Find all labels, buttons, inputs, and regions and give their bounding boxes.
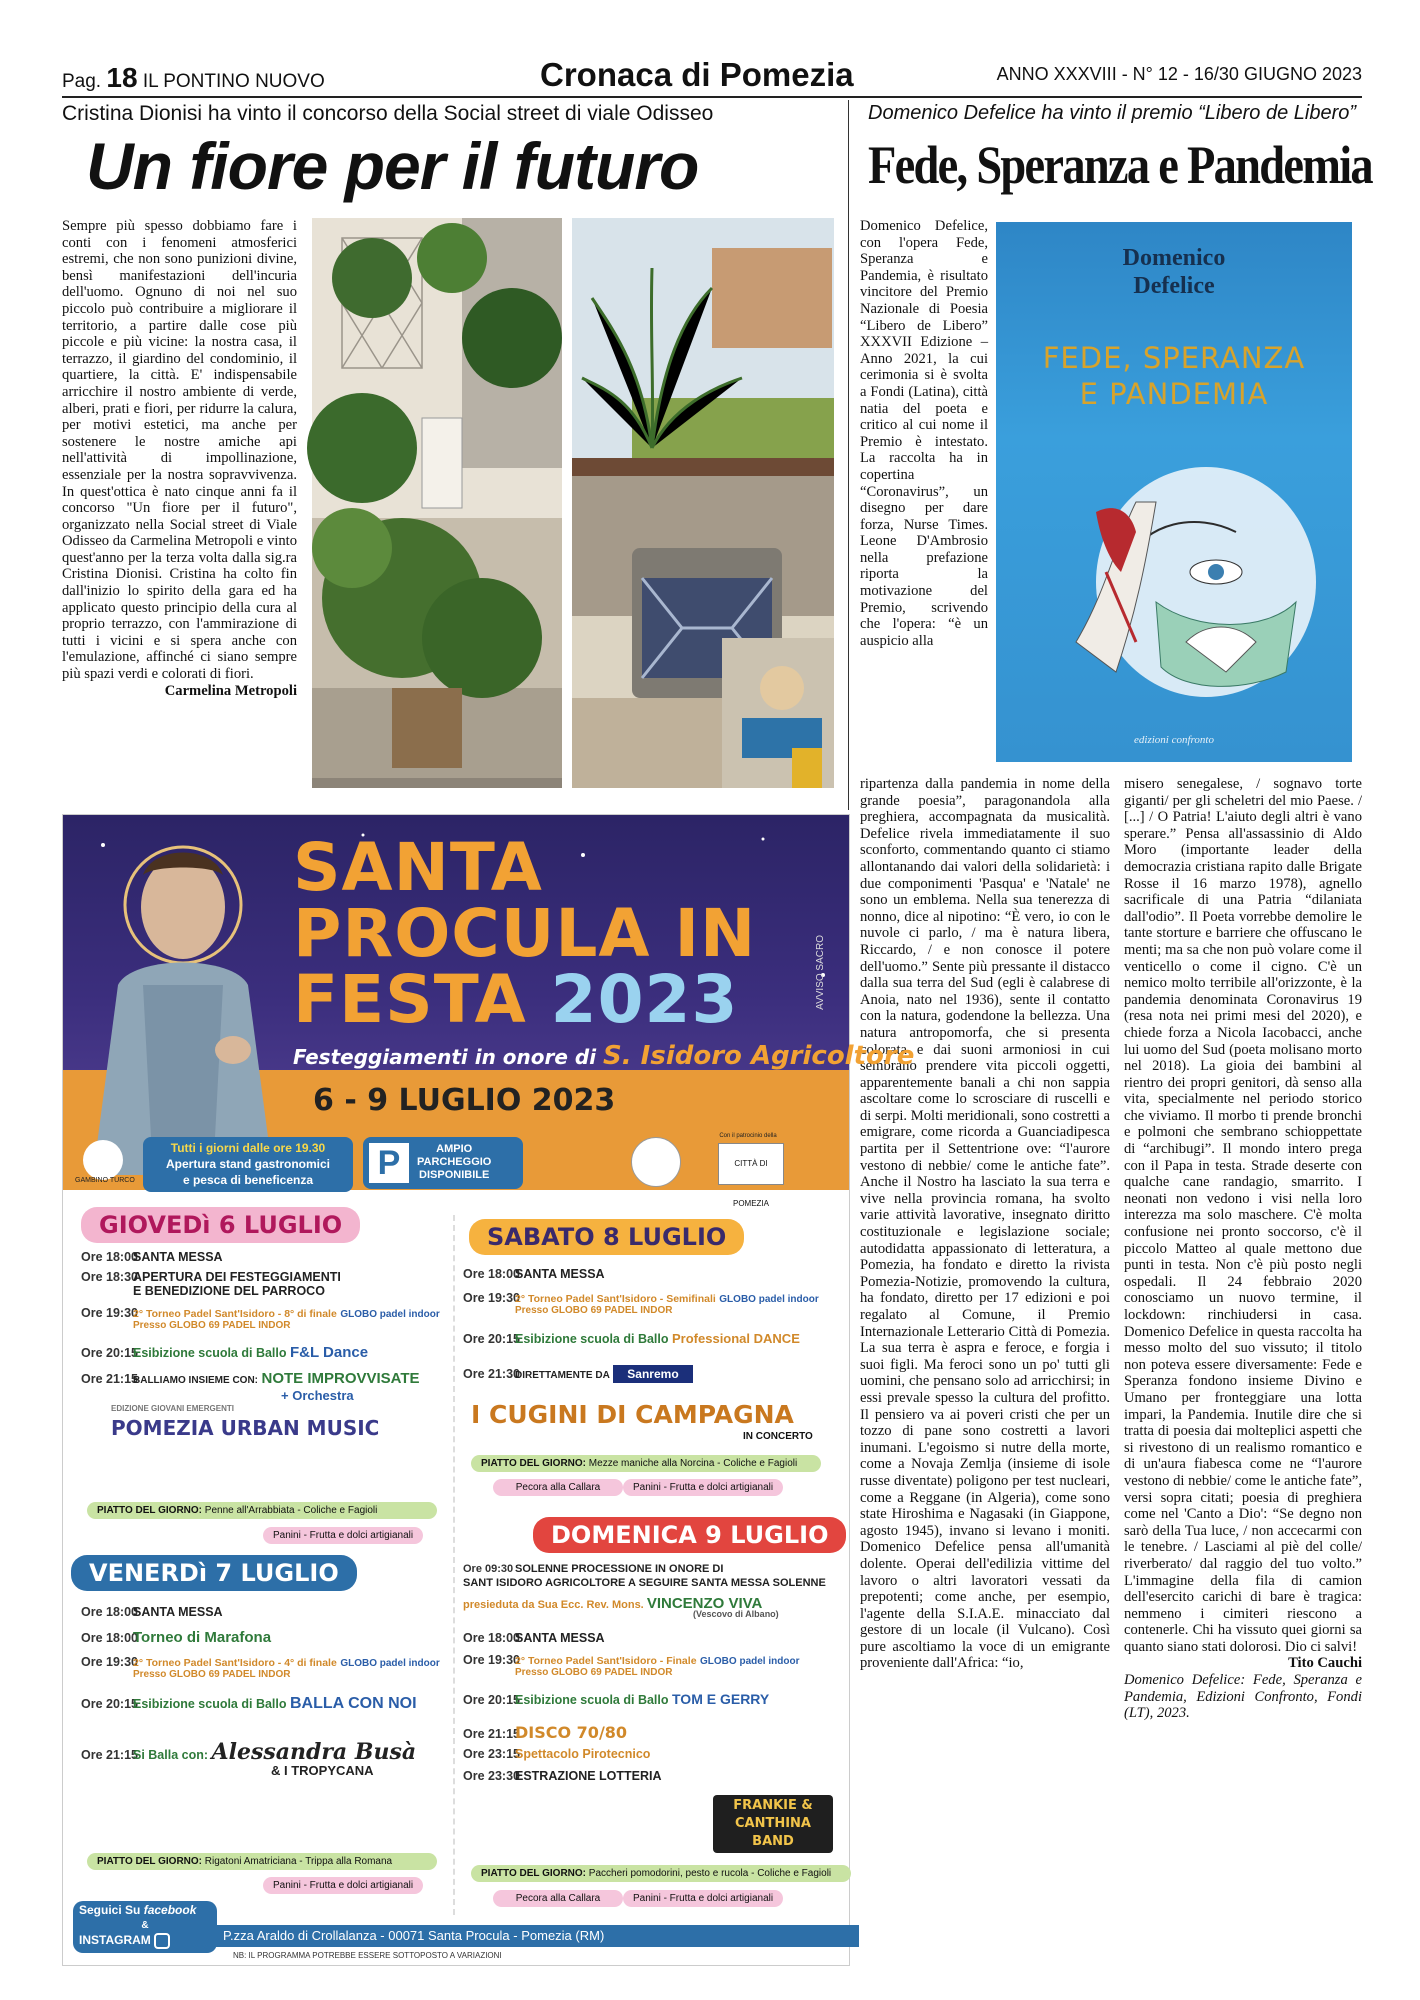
saturday-program: Ore 18:00SANTA MESSA Ore 19:302° Torneo Padel Sant'Isidoro - Semifinali GLOBO padel indoor Presso GLOBO 69 PADEL INDOR Ore 20:15Esibizione scuola di Ballo Professional DANCE Ore 21:30DIRETTAMENTE DA Sanremo [463,1267,819,1381]
book-credit: Domenico Defelice: Fede, Speranza e Pandemia, Edizioni Confronto, Fondi (LT), 2023. [1124,1672,1362,1722]
book-title: FEDE, SPERANZA E PANDEMIA [1042,341,1306,411]
church-logo [631,1137,681,1187]
article1-signature: Carmelina Metropoli [164,682,297,699]
cover-illustration [1036,442,1326,712]
frankie-band-logo: FRANKIE & CANTHINA BAND [713,1795,833,1853]
friday-extras: Panini - Frutta e dolci artigianali [263,1877,423,1894]
parking-box [363,1137,523,1189]
patronage-label: Con il patrocinio della [719,1133,777,1139]
column-divider [848,100,849,810]
article2-signature: Tito Cauchi [1288,1655,1362,1672]
section-title: Cronaca di Pomezia [540,56,854,93]
article1-body: Sempre più spesso dobbiamo fare i conti con i fenomeni atmosferici estremi, che non sono punizioni divine, bensì manifestazioni dell'incuria dell'uomo. Ognuno di noi nel suo piccolo può contribuire a migliorare il territorio, a partire dalle cose più piccole e più vicine: la nostra casa, il terrazzo, il giardino del condominio, il quartiere, la città. E' indispensabile arricchire il nostro ambiente di verde, alberi, prati e fiori, per ridurre la calura, per motivi estetici, ma anche per sostenere le nostre amiche api nell'attività di impollinazione, essenziale per la nostra sopravvivenza. In quest'ottica è nato cinque anni fa il concorso "Un fiore per il futuro", organizzato nella Social street di Viale Odisseo da Carmelina Metropoli e vinto quest'anno per la terza volta dalla sig.ra Cristina Dionisi. Cristina ha colto fin dall'inizio lo spirito della gara ed ha applicato questo principio della cura al proprio terrazzo, con l'ammirazione di tutti i vicini e si spera anche con l'emulazione, affinché ci siano sempre più spazi verdi e colorati di fiori. Carmelina Metropoli [62,218,297,699]
day-sunday: DOMENICA 9 LUGLIO [533,1517,846,1553]
page-number: Pag. 18 IL PONTINO NUOVO [62,62,325,93]
opening-hours-box: Tutti i giorni dalle ore 19.30 Apertura stand gastronomici e pesca di beneficenza [143,1137,353,1192]
poster-dates: 6 - 9 LUGLIO 2023 [313,1083,616,1118]
article2-kicker: Domenico Defelice ha vinto il premio “Libero de Libero” [868,102,1357,124]
article2-col3: misero senegalese, / sognavo torte giganti/ per gli scheletri del mio Paese. / [...] / O Patria! L'aiuto degli altri è vano sperare.” Pensa all'assassinio di Aldo Moro (importante leader della democrazia cristiana rapito dalle Brigate Rosse il 16 marzo 1978), agnello sacrificale di una Patria “dilaniata dall'odio”. Il Poeta vorrebbe demolire le tante storture e barriere che offuscano le menti; ma sa che non può volare come il venticello o come il cigno. C'è un nemico molto terribile all'orizzonte, è la pandemia denominata Coronavirus 19 (resa nota nei primi mesi del 2020), e chiede forza a Nicola Iacobacci, anche lui uomo del Sud (poeta molisano morto nel 2018). La gioia dei bambini al rientro dei propri genitori, dà senso alla vita, specialmente nel periodo storico che viviamo. Il morbo ti prende bronchi e polmoni che sembrano schioppettate di “archibugi”. Il mondo intero prega con il Papa in testa. Strade deserte con qualche cane randagio, smarrito. I neonati non vedono i visi nella loro interezza ma solo maschere. C'è molta confusione nei pronto soccorso, c'è il piccolo Matteo al quale mettono due punti in testa. Non c'è più posto negli ospedali. Il 24 febbraio 2020 conosciamo un nuovo termine, il lockdown: rinchiudersi in casa. Domenico Defelice in questa raccolta ha messo molto del suo vissuto; il titolo non poteva essere diversamente: Fede e Speranza fondono insieme Divino e Umano per fronteggiare una lotta impari, la Pandemia. Inutile dire che si tratta di poesia dai molteplici aspetti che si rivestono di un realismo romantico e di un'aura fiabesca come ne “l'aurore vestono di nebbie/ come le antiche fate”, versi sopra citati; poesia di preghiera come nel 'Canto a Dio': “Se degno non sarò della Tua luce, / non accecarmi con le tenebre. / Lasciami al piè del colle/ riverberato/ dal raggio del tuo volto.” L'immagine della fila di camion dell'esercito carichi di bare è tragica: nemmeno i cimiteri riescono a contenerle. Chi ha vissuto quei giorni sa quanto siano stati dolorosi. Dio ci salvi! Tito Cauchi Domenico Defelice: Fede, Speranza e Pandemia, Edizioni Confronto, Fondi (LT), 2023. [1124,776,1362,1722]
poster-address: P.zza Araldo di Crollalanza - 00071 Santa Procula - Pomezia (RM) [213,1925,859,1947]
saturday-extras: Panini - Frutta e dolci artigianali [623,1479,783,1496]
headliner: I CUGINI DI CAMPAGNA [471,1400,794,1429]
article1-kicker: Cristina Dionisi ha vinto il concorso della Social street di viale Odisseo [62,102,714,125]
article1-title: Un fiore per il futuro [86,129,699,203]
side-note: AVVISO SACRO [815,935,826,1010]
friday-dish: PIATTO DEL GIORNO: Rigatoni Amatriciana - Trippa alla Romana [87,1853,437,1870]
thursday-dish: PIATTO DEL GIORNO: Penne all'Arrabbiata - Coliche e Fagioli [87,1502,437,1519]
sunday-dish2: Pecora alla Callara [493,1890,623,1907]
poster-divider [453,1215,455,1915]
sunday-program: Ore 09:30 SOLENNE PROCESSIONE IN ONORE DI SANT ISIDORO AGRICOLTORE A SEGUIRE SANTA MESSA SOLENNE presieduta da Sua Ecc. Rev. Mons. VINCENZO VIVA (Vescovo di Albano) Ore 18:00SANTA MESSA Ore 19:302° Torneo Padel Sant'Isidoro - Finale GLOBO padel indoor Presso GLOBO 69 PADEL INDOR Ore 20:15Esibizione scuola di Ballo TOM E GERRY Ore 21:15DISCO 70/80 Ore 23:15Spettacolo Pirotecnico Ore 23:30ESTRAZIONE LOTTERIA [463,1563,826,1783]
pomezia-logo: CITTÀ DI POMEZIA [718,1143,784,1185]
social-box: Seguici Su facebook & INSTAGRAM [73,1901,217,1953]
day-thursday: GIOVEDì 6 LUGLIO [81,1207,360,1243]
article2-col2: ripartenza dalla pandemia in nome della grande poesia”, paragonandola alla preghiera, accompagnata da musicalità. Defelice rivela immediatamente il suo sconforto, commentando quanto ci stiamo allontanando dai valori della solidarietà: i due componimenti 'Pasqua' e 'Natale' ne sono un emblema. Nella sua tenerezza di nonno, dice al nipotino: “È vero, io con le nuvole ci parlo, / ma è natura libera, Riccardo, / e non conosce il potere dell'uomo.” Sente più pressante il distacco dalla sua terra del Sud (egli è calabrese di Anoia, nato nel 1936), sente il contatto con la natura, godendone la bellezza. Una natura antropomorfa, che si presenta colorata e dai suoni armoniosi in cui sembrano prendere vita piccoli oggetti, apparentemente banali a chi non sappia ascoltare come lo scrosciare di ruscelli e di serpi. Molti meridionali, sono costretti a emigrare, come ricorda a Guanciadipesca partita per il Settentrione ove: “l'aurore vestono di nebbie/ come le antiche fate”. Anche il Nostro ha lasciato la sua terra e vive nella provincia romana, ha svolto varie attività lavorative, insegnato diritto costituzionale e legislazione sociale; autodidatta appassionato di letteratura, a Pomezia, ha fondato e diretto la rivista Pomezia-Notizie, promovendo la cultura, ha fondato, diretto per 17 edizioni e poi regalato al Comune, il Premio Internazionale Letterario Città di Pomezia. La sua terra è aspra e feroce, e forgia i suoi figli. Ma feroci sono un po' tutti gli uomini, che pensano solo ad arricchirsi; in essi prevale spesso la cultura del profitto. Il pensiero va ai poveri cristi che per un tozzo di pane sono costretti a lavori inumani. L'egoismo si nutre della morte, come a Novaja Zemlja (insieme di isole russe diventate) poligono per test nucleari, come a Reggane (in Algeria), come sono state Hiroshima e Nagasaki (in Giappone, agosto 1945), invano si levano i moniti. Domenico Defelice pensa all'umanità dolente. Operai dell'edilizia vittime del lavoro o altri lavoratori vessati da prepotenti; come anche, per esempio, l'agente della S.I.A.E. minacciato dal gestore di un locale (il Vulcano). Così pure ascoltiamo la voce di un emigrante proveniente dall'Africa: “io, [860,776,1110,1672]
book-author: Domenico Defelice [1122,245,1226,299]
parking-text: AMPIO PARCHEGGIO DISPONIBILE [417,1143,492,1181]
terrace-photo-left [312,218,562,788]
thursday-extras: Panini - Frutta e dolci artigianali [263,1527,423,1544]
day-friday: VENERDì 7 LUGLIO [71,1555,357,1591]
festival-poster [62,814,915,1966]
friday-program: Ore 18:00SANTA MESSA Ore 18:00Torneo di Marafona Ore 19:302° Torneo Padel Sant'Isidoro - 4° di finale GLOBO padel indoor Presso GLOBO 69 PADEL INDOR Ore 20:15Esibizione scuola di Ballo BALLA CON NOI Ore 21:15Si Balla con: Alessandra Busà & I TROPYCANA [81,1605,440,1778]
terrace-photo-right [572,218,834,788]
issue-date: ANNO XXXVIII - N° 12 - 16/30 GIUGNO 2023 [996,64,1362,84]
poster-title: SANTA PROCULA IN FESTA 2023 [293,829,757,1038]
concert-label: IN CONCERTO [743,1431,813,1442]
parking-icon: P [369,1143,409,1183]
parish-logo-label: GAMBINO TURCO [75,1177,135,1184]
saint-statue-image [73,835,293,1175]
saturday-dish2: Pecora alla Callara [493,1479,623,1496]
sunday-extras: Panini - Frutta e dolci artigianali [623,1890,783,1907]
facebook-link[interactable]: facebook [143,1903,197,1917]
instagram-icon [154,1933,170,1949]
article2-title: Fede, Speranza e Pandemia [868,135,1372,195]
day-saturday: SABATO 8 LUGLIO [469,1219,744,1255]
poster-subtitle: Festeggiamenti in onore di S. Isidoro Agricoltore [293,1041,915,1071]
parish-logo [83,1140,123,1180]
instagram-link[interactable]: INSTAGRAM [79,1933,211,1949]
saturday-dish: PIATTO DEL GIORNO: Mezze maniche alla Norcina - Coliche e Fagioli [471,1455,821,1472]
thursday-program: Ore 18:00SANTA MESSA Ore 18:30APERTURA DEI FESTEGGIAMENTI E BENEDIZIONE DEL PARROCO Ore 19:302° Torneo Padel Sant'Isidoro - 8° di finale GLOBO padel indoor Presso GLOBO 69 PADEL INDOR Ore 20:15Esibizione scuola di Ballo F&L Dance Ore 21:15BALLIAMO INSIEME CON: NOTE IMPROVVISATE + Orchestra EDIZIONE GIOVANI EMERGENTI POMEZIA URBAN MUSIC [81,1250,440,1440]
poster-disclaimer: NB: IL PROGRAMMA POTREBBE ESSERE SOTTOPOSTO A VARIAZIONI [233,1951,502,1960]
sunday-dish: PIATTO DEL GIORNO: Paccheri pomodorini, pesto e rucola - Coliche e Fagioli [471,1865,851,1882]
article2-intro: Domenico Defelice, con l'opera Fede, Speranza e Pandemia, è risultato vincitore del Premio Nazionale di Poesia “Libero de Libero” XXXVII Edizione – Anno 2021, la cui cerimonia si è svolta a Fondi (Latina), città natia del poeta e critico al cui nome il Premio è intestato. La raccolta ha in copertina “Coronavirus”, un disegno per dare forza, Nurse Times. Leone D'Ambrosio nella prefazione riporta la motivazione del Premio, scrivendo che l'opera: “è un auspicio alla [860,218,988,649]
page-header [62,56,1362,98]
book-publisher: edizioni confronto [1134,734,1214,746]
book-cover [996,222,1352,762]
